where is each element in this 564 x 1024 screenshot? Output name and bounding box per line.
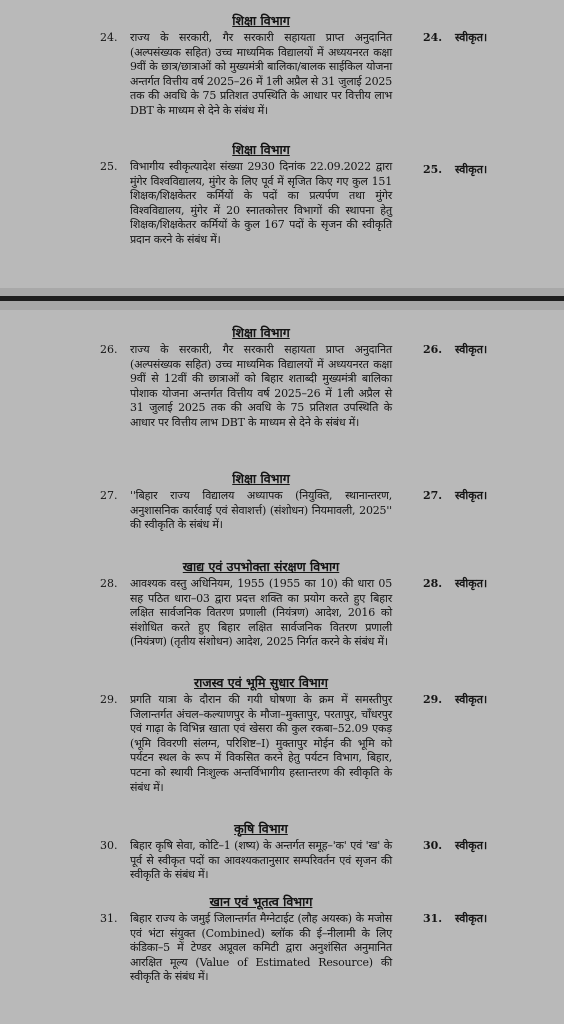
department-heading: राजस्व एवं भूमि सुधार विभाग	[194, 675, 328, 690]
item-number: 26.	[100, 343, 118, 356]
department-heading: शिक्षा विभाग	[232, 13, 290, 28]
department-heading: खान एवं भूतत्व विभाग	[209, 894, 313, 909]
item-number: 30.	[100, 839, 118, 852]
department-heading: शिक्षा विभाग	[232, 142, 290, 157]
item-description: ''बिहार राज्य विद्यालय अध्यापक (नियुक्ति, स्थानान्तरण, अनुशासनिक कार्रवाई एवं सेवाशर्त्त) (संशोधन) नियमावली, 2025'' की स्वीकृति के संबंध में।	[130, 489, 392, 532]
item-number: 29.	[100, 693, 118, 706]
decision-status: स्वीकृत।	[455, 912, 488, 925]
decision-number: 29.	[423, 693, 443, 706]
decision-status: स्वीकृत।	[455, 163, 488, 176]
department-heading: कृषि विभाग	[234, 821, 288, 836]
item-description: राज्य के सरकारी, गैर सरकारी सहायता प्राप्त अनुदानित (अल्पसंख्यक सहित) उच्च माध्यमिक विद्यालयों में अध्ययनरत कक्षा 9वीं के छात्र/छात्राओं को मुख्यमंत्री बालिका/बालक साईकिल योजना अन्तर्गत वित्तीय वर्ष 2025–26 में 1ली अप्रैल से 31 जुलाई 2025 तक की अवधि के 75 प्रतिशत उपस्थिति के आधार पर वित्तीय लाभ DBT के माध्यम से देने के संबंध में।	[130, 31, 392, 117]
decision-number: 24.	[423, 31, 443, 44]
item-description: प्रगति यात्रा के दौरान की गयी घोषणा के क्रम में समस्तीपुर जिलान्तर्गत अंचल–कल्याणपुर के मौजा–मुक्तापुर, परतापुर, चाँधरपुर एवं गाढ़ा के विभिन्न खाता एवं खेसरा की कुल रकबा–52.09 एकड़ (भूमि विवरणी संलग्न, परिशिष्ट–I) मुक्तापुर मोईन की भूमि को पर्यटन स्थल के रूप में विकसित करने हेतु पर्यटन विभाग, बिहार, पटना को स्थायी निःशुल्क अन्तर्विभागीय हस्तान्तरण की स्वीकृति के संबंध में।	[130, 693, 392, 794]
decision-number: 30.	[423, 839, 443, 852]
department-heading: शिक्षा विभाग	[232, 471, 290, 486]
item-description: राज्य के सरकारी, गैर सरकारी सहायता प्राप्त अनुदानित (अल्पसंख्यक सहित) उच्च माध्यमिक विद्यालयों में अध्ययनरत कक्षा 9वीं से 12वीं की छात्राओं को बिहार शताब्दी मुख्यमंत्री बालिका पोशाक योजना अन्तर्गत वित्तीय वर्ष 2025–26 में 1ली अप्रैल से 31 जुलाई 2025 तक की अवधि के 75 प्रतिशत उपस्थिति के आधार पर वित्तीय लाभ DBT के माध्यम से देने के संबंध में।	[130, 343, 392, 429]
item-number: 28.	[100, 577, 118, 590]
decision-status: स्वीकृत।	[455, 693, 488, 706]
department-heading: शिक्षा विभाग	[232, 325, 290, 340]
decision-status: स्वीकृत।	[455, 31, 488, 44]
decision-number: 28.	[423, 577, 443, 590]
decision-status: स्वीकृत।	[455, 577, 488, 590]
item-number: 24.	[100, 31, 118, 44]
department-heading: खाद्य एवं उपभोक्ता संरक्षण विभाग	[182, 559, 340, 574]
item-description: विभागीय स्वीकृत्यादेश संख्या 2930 दिनांक 22.09.2022 द्वारा मुंगेर विश्वविद्यालय, मुंगेर के लिए पूर्व में सृजित किए गए कुल 151 शिक्षक/शिक्षकेतर कर्मियों के पदों का प्रत्यर्पण तथा मुंगेर विश्वविद्यालय, मुंगेर में 20 स्नातकोत्तर विभागों की स्थापना हेतु शिक्षक/शिक्षकेतर कर्मियों के कुल 167 पदों के सृजन की स्वीकृति प्रदान करने के संबंध में।	[130, 160, 392, 246]
decision-status: स्वीकृत।	[455, 489, 488, 502]
decision-number: 25.	[423, 163, 443, 176]
page-divider	[0, 296, 564, 301]
item-number: 27.	[100, 489, 118, 502]
decision-status: स्वीकृत।	[455, 343, 488, 356]
item-number: 31.	[100, 912, 118, 925]
item-description: बिहार राज्य के जमुई जिलान्तर्गत मैग्नेटाईट (लौह अयस्क) के मजोस एवं भंटा संयुक्त (Combined) ब्लॉक की ई–नीलामी के लिए कंडिका–5 में टेण्डर अप्रूवल कमिटी द्वारा अनुशंसित अनुमानित आरक्षित मूल्य (Value of Estimated Resource) की स्वीकृति के संबंध में।	[130, 912, 392, 984]
item-description: आवश्यक वस्तु अधिनियम, 1955 (1955 का 10) की धारा 05 सह पठित धारा–03 द्वारा प्रदत्त शक्ति का प्रयोग करते हुए बिहार लक्षित सार्वजनिक वितरण प्रणाली (नियंत्रण) आदेश, 2016 को संशोधित करते हुए बिहार लक्षित सार्वजनिक वितरण प्रणाली (नियंत्रण) (तृतीय संशोधन) आदेश, 2025 निर्गत करने के संबंध में।	[130, 577, 392, 649]
decision-number: 26.	[423, 343, 443, 356]
item-description: बिहार कृषि सेवा, कोटि–1 (शष्य) के अन्तर्गत समूह–'क' एवं 'ख' के पूर्व से स्वीकृत पदों का आवश्यकतानुसार सम्परिवर्तन एवं सृजन की स्वीकृति के संबंध में।	[130, 839, 392, 882]
item-number: 25.	[100, 160, 118, 173]
decision-number: 27.	[423, 489, 443, 502]
decision-number: 31.	[423, 912, 443, 925]
decision-status: स्वीकृत।	[455, 839, 488, 852]
